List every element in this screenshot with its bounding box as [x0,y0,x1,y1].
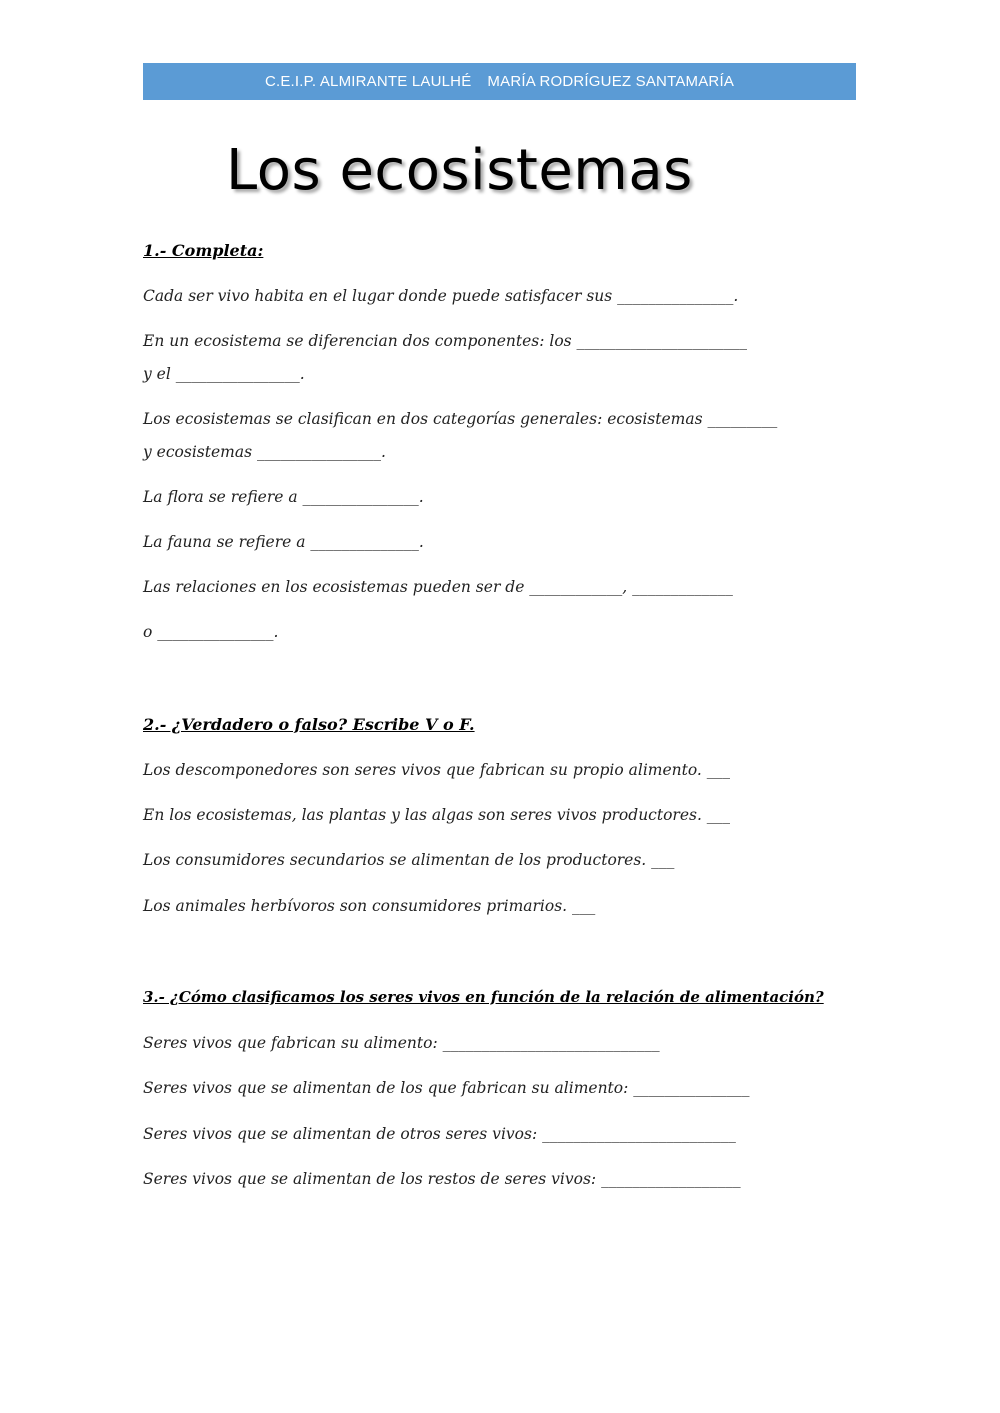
header-bar [143,63,856,100]
section3-line-3: Seres vivos que se alimentan de otros seres vivos: _________________________ [143,1125,736,1143]
section1-line-3: y el ________________. [143,365,305,383]
section1-line-6: La flora se refiere a _______________. [143,488,424,506]
section2-heading: 2.- ¿Verdadero o falso? Escribe V o F. [143,715,475,734]
section2-line-4: Los animales herbívoros son consumidores primarios. ___ [143,897,596,915]
page-title: Los ecosistemas [226,138,693,203]
section3-heading: 3.- ¿Cómo clasificamos los seres vivos en función de la relación de alimentación? [143,988,824,1006]
section1-line-1: Cada ser vivo habita en el lugar donde puede satisfacer sus _______________. [143,287,739,305]
section2-line-1: Los descomponedores son seres vivos que fabrican su propio alimento. ___ [143,761,731,779]
section1-line-5: y ecosistemas ________________. [143,443,386,461]
section1-line-2: En un ecosistema se diferencian dos componentes: los ______________________ [143,332,748,350]
teacher-name: MARÍA RODRÍGUEZ SANTAMARÍA [487,73,735,90]
school-name: C.E.I.P. ALMIRANTE LAULHÉ [264,73,472,90]
section2-line-3: Los consumidores secundarios se alimentan de los productores. ___ [143,851,675,869]
section1-heading: 1.- Completa: [143,241,264,260]
section3-line-2: Seres vivos que se alimentan de los que fabrican su alimento: _______________ [143,1079,750,1097]
section1-line-4: Los ecosistemas se clasifican en dos categorías generales: ecosistemas _________ [143,410,778,428]
section1-line-7: La fauna se refiere a ______________. [143,533,424,551]
section2-line-2: En los ecosistemas, las plantas y las algas son seres vivos productores. ___ [143,806,731,824]
section3-line-1: Seres vivos que fabrican su alimento: ____________________________ [143,1034,660,1052]
section3-line-4: Seres vivos que se alimentan de los restos de seres vivos: __________________ [143,1170,741,1188]
section1-line-8: Las relaciones en los ecosistemas pueden ser de ____________, _____________ [143,578,733,596]
section1-line-9: o _______________. [143,623,279,641]
